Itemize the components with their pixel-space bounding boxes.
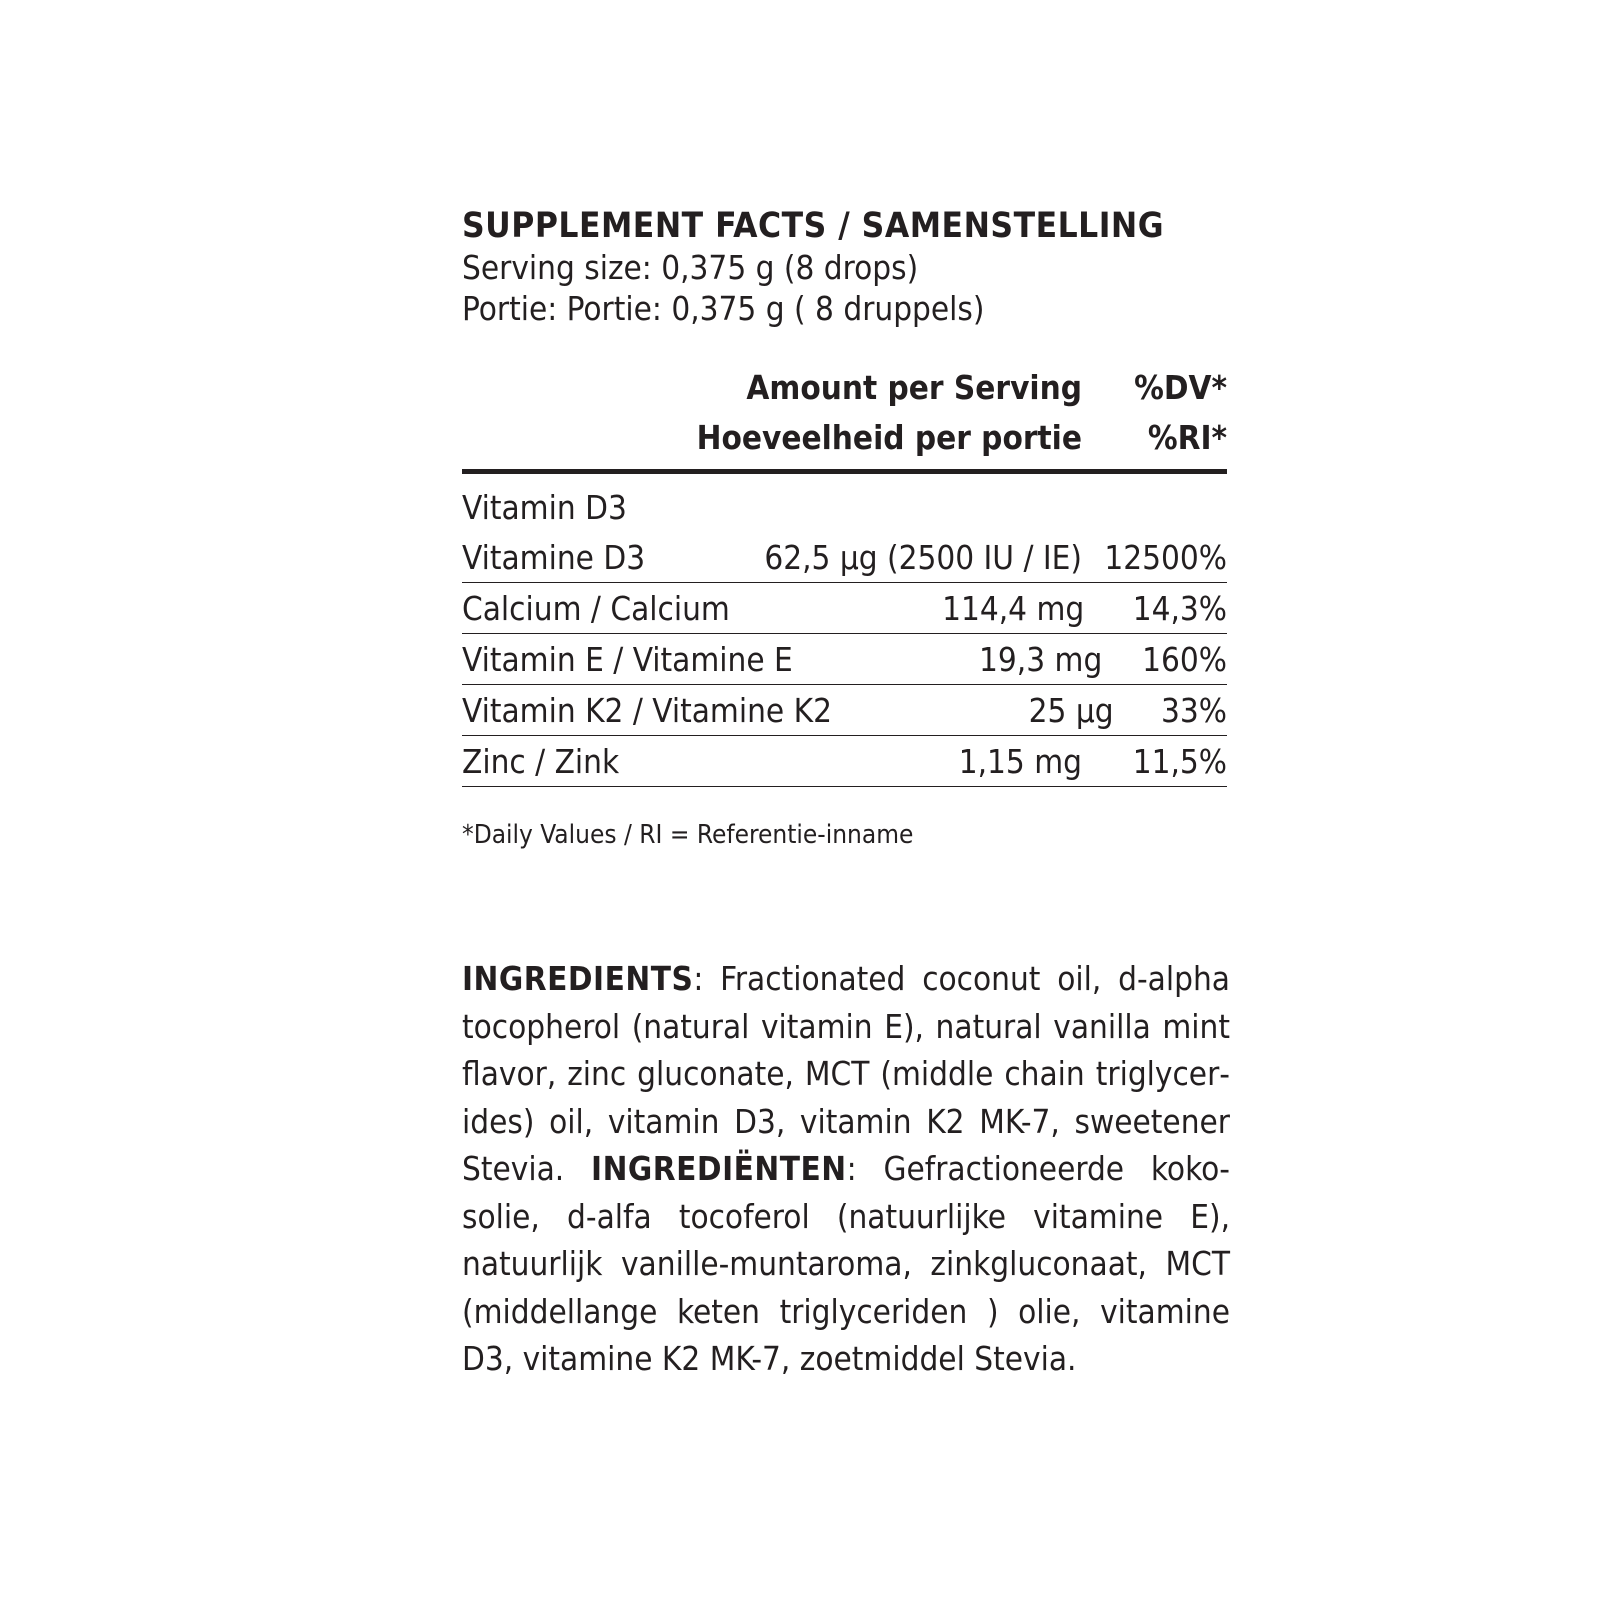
nutrient-table	[462, 482, 1227, 787]
facts-title: SUPPLEMENT FACTS / SAMENSTELLING	[462, 206, 1165, 246]
nutrient-amount: 114,4 mg	[942, 589, 1085, 628]
table-row	[462, 583, 1227, 634]
ingredients-text-en: : Fractionated coconut oil, d-alpha tocopherol (natural vitamin E), natural vanilla mint flavor, zinc gluconate, MCT (middle chain triglycerides) oil, vitamin D3, vitamin K2 MK-7, sweetener Stevia.	[462, 959, 1230, 1188]
nutrient-dv: 33%	[1161, 691, 1227, 730]
nutrient-name: Calcium / Calcium	[462, 589, 730, 628]
nutrient-name: Vitamin E / Vitamine E	[462, 640, 793, 679]
dv-header-nl: %RI*	[1147, 418, 1227, 457]
nutrient-dv: 160%	[1142, 640, 1227, 679]
nutrient-amount: 19,3 mg	[979, 640, 1103, 679]
ingredients-label-nl: INGREDIËNTEN	[591, 1149, 847, 1188]
table-header-en	[462, 363, 1227, 413]
nutrient-dv: 11,5%	[1132, 742, 1227, 781]
table-row	[462, 685, 1227, 736]
amount-header-en: Amount per Serving	[746, 368, 1082, 407]
nutrient-amount: 1,15 mg	[958, 742, 1082, 781]
ingredients-label-en: INGREDIENTS	[462, 959, 694, 998]
ingredients-text-nl: : Gefractioneerde kokosolie, d-alfa tocoferol (natuurlijke vitamine E), natuurlijk vanille-muntaroma, zinkgluconaat, MCT (middellange keten triglyceriden ) olie, vitamine D3, vitamine K2 MK-7, zoetmiddel Stevia.	[462, 1149, 1230, 1378]
table-row	[462, 482, 1227, 532]
table-header-nl	[462, 413, 1227, 463]
table-row	[462, 634, 1227, 685]
nutrient-dv: 14,3%	[1132, 589, 1227, 628]
nutrient-name: Vitamin D3	[462, 488, 627, 527]
serving-size-en: Serving size: 0,375 g (8 drops)	[462, 248, 919, 287]
nutrient-amount: 25 µg	[1028, 691, 1114, 730]
header-divider	[462, 469, 1227, 474]
nutrient-dv: 12500%	[1104, 538, 1227, 577]
serving-size-nl: Portie: Portie: 0,375 g ( 8 druppels)	[462, 289, 985, 328]
ingredients-paragraph	[462, 955, 1230, 1383]
table-row	[462, 532, 1227, 583]
dv-header-en: %DV*	[1134, 368, 1227, 407]
nutrient-name: Vitamin K2 / Vitamine K2	[462, 691, 832, 730]
daily-values-footnote: *Daily Values / RI = Referentie-inname	[462, 820, 914, 850]
nutrient-name: Zinc / Zink	[462, 742, 620, 781]
nutrient-name: Vitamine D3	[462, 538, 646, 577]
nutrient-amount: 62,5 µg (2500 IU / IE)	[764, 538, 1082, 577]
amount-header-nl: Hoeveelheid per portie	[696, 418, 1082, 457]
table-row	[462, 736, 1227, 787]
supplement-facts-panel	[462, 205, 1227, 851]
